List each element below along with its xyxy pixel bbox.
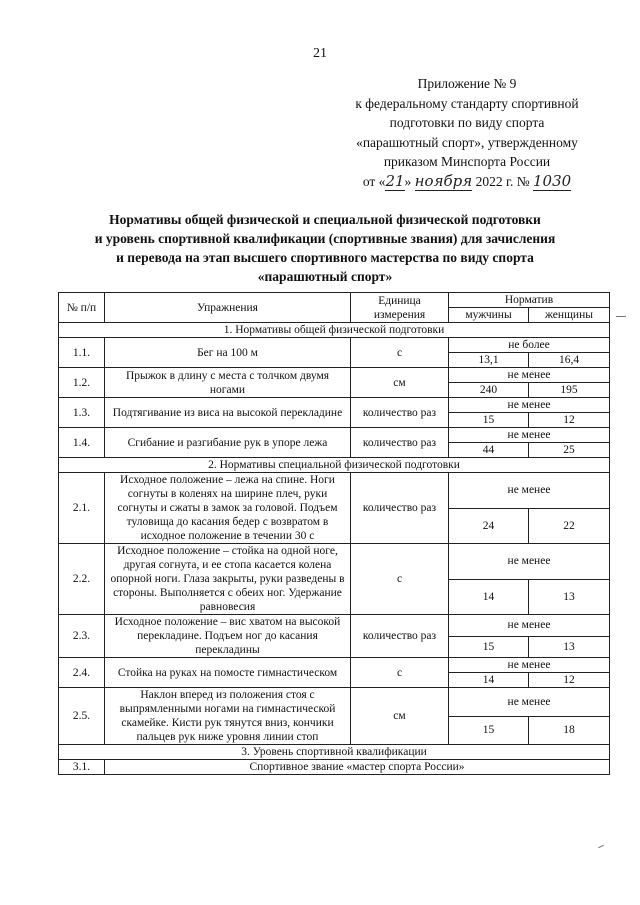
row-num: 2.1. [59,473,105,544]
row-women-value: 195 [529,383,610,398]
row-women-value: 13 [529,636,610,658]
row-men-value: 44 [449,443,529,458]
date-day: 21 [385,171,405,190]
row-men-value: 13,1 [449,353,529,368]
date-month: ноября [414,171,473,190]
row-num: 1.1. [59,338,105,368]
row-norm-type: не менее [449,688,610,717]
row-women-value: 12 [529,673,610,688]
norms-table [58,292,610,775]
section-title: 2. Нормативы специальной физической подготовки [59,458,610,473]
header-exercise: Упражнения [105,293,351,323]
scan-mark [598,845,604,848]
row-unit: см [351,688,449,745]
appendix-block [332,74,602,191]
row-exercise: Исходное положение – стойка на одной ноге, другая согнута, и ее стопа касается колена опорной ноги. Глаза закрыты, руки разведены в стороны. Выполняется с обеих ног. Удержание равновесия [105,544,351,615]
row-exercise: Спортивное звание «мастер спорта России» [105,760,610,775]
row-unit: количество раз [351,398,449,428]
row-norm-type: не менее [449,615,610,637]
row-unit: с [351,658,449,688]
page-number: 21 [313,46,327,61]
row-norm-type: не менее [449,658,610,673]
row-unit: с [351,338,449,368]
appendix-line: приказом Минспорта России [383,154,551,169]
row-exercise: Наклон вперед из положения стоя с выпрямленными ногами на гимнастической скамейке. Кисти рук тянутся вниз, кончики пальцев рук ниже уровня линии стоп [105,688,351,745]
row-men-value: 240 [449,383,529,398]
title-line: и перевода на этап высшего спортивного мастерства по виду спорта [116,250,534,265]
row-num: 2.2. [59,544,105,615]
appendix-line: «парашютный спорт», утвержденному [356,134,578,150]
row-women-value: 22 [529,508,610,544]
row-unit: количество раз [351,428,449,458]
row-men-value: 15 [449,716,529,745]
title-line: «парашютный спорт» [257,269,393,284]
row-women-value: 16,4 [529,353,610,368]
row-norm-type: не менее [449,473,610,509]
row-exercise: Прыжок в длину с места с толчком двумя ногами [105,368,351,398]
header-women: женщины [529,308,610,323]
date-prefix: от « [362,173,386,189]
row-num: 1.3. [59,398,105,428]
title-line: и уровень спортивной квалификации (спортивные звания) для зачисления [94,231,556,246]
row-men-value: 24 [449,508,529,544]
row-num: 1.4. [59,428,105,458]
document-title [60,210,590,286]
row-men-value: 15 [449,413,529,428]
row-men-value: 14 [449,579,529,615]
row-exercise: Подтягивание из виса на высокой перекладине [105,398,351,428]
row-unit: количество раз [351,473,449,544]
row-norm-type: не менее [449,398,610,413]
date-year: 2022 г. № [472,173,533,189]
header-norm: Норматив [449,293,610,308]
row-num: 3.1. [59,760,105,775]
row-norm-type: не менее [449,368,610,383]
row-num: 1.2. [59,368,105,398]
row-num: 2.5. [59,688,105,745]
title-line: Нормативы общей физической и специальной физической подготовки [109,212,541,227]
scan-mark [616,316,626,317]
row-unit: количество раз [351,615,449,658]
row-unit: с [351,544,449,615]
row-women-value: 12 [529,413,610,428]
section-title: 1. Нормативы общей физической подготовки [59,323,610,338]
row-num: 2.4. [59,658,105,688]
row-num: 2.3. [59,615,105,658]
row-exercise: Сгибание и разгибание рук в упоре лежа [105,428,351,458]
appendix-line: Приложение № 9 [417,76,517,91]
appendix-line: к федеральному стандарту спортивной [355,95,579,111]
header-num: № п/п [59,293,105,323]
order-number: 1030 [532,171,572,190]
row-norm-type: не более [449,338,610,353]
appendix-date-line [332,172,602,192]
row-women-value: 25 [529,443,610,458]
appendix-line: подготовки по виду спорта [389,115,545,130]
header-unit: Единица измерения [351,293,449,323]
row-women-value: 18 [529,716,610,745]
row-men-value: 14 [449,673,529,688]
header-men: мужчины [449,308,529,323]
row-men-value: 15 [449,636,529,658]
row-women-value: 13 [529,579,610,615]
row-norm-type: не менее [449,544,610,580]
row-exercise: Бег на 100 м [105,338,351,368]
row-norm-type: не менее [449,428,610,443]
row-unit: см [351,368,449,398]
row-exercise: Исходное положение – лежа на спине. Ноги согнуты в коленях на ширине плеч, руки согнуты и сжаты в замок за головой. Подъем туловища до касания бедер с возвратом в исходное положение в течении 30 с [105,473,351,544]
row-exercise: Стойка на руках на помосте гимнастическом [105,658,351,688]
section-title: 3. Уровень спортивной квалификации [59,745,610,760]
row-exercise: Исходное положение – вис хватом на высокой перекладине. Подъем ног до касания перекладины [105,615,351,658]
date-mid: » [404,173,415,189]
